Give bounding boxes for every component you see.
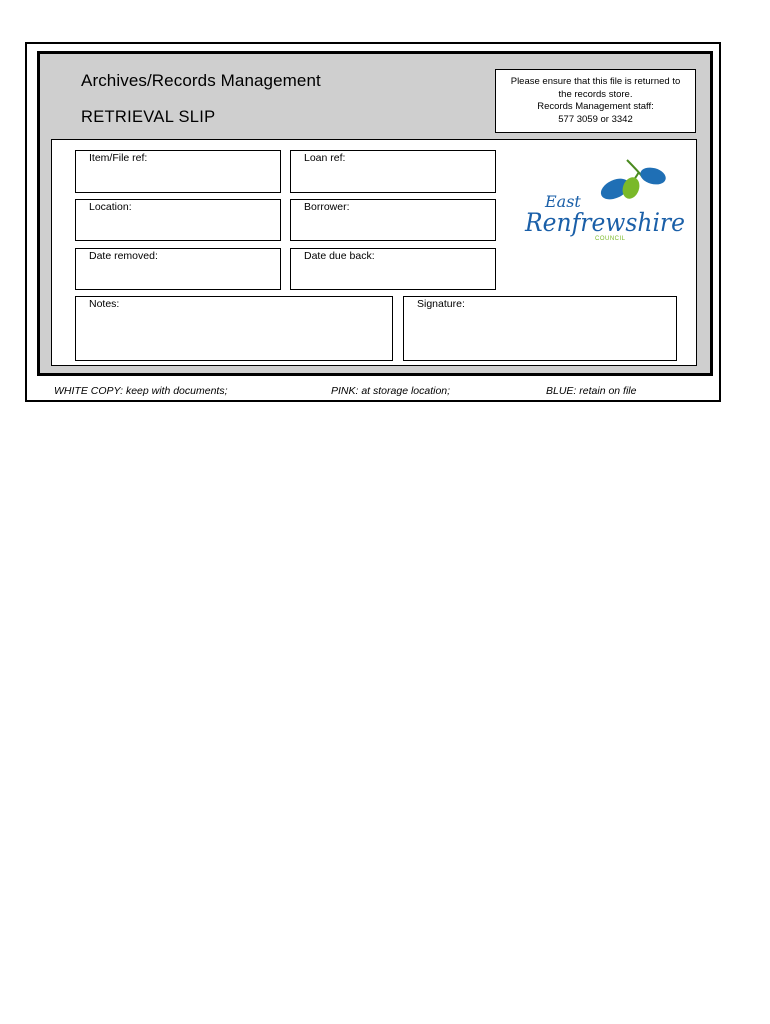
signature-field[interactable] [403, 296, 677, 361]
retrieval-slip [25, 42, 721, 402]
form-area [51, 139, 697, 366]
item-file-ref-label: Item/File ref: [89, 152, 148, 164]
notice-line: Please ensure that this file is returned to [510, 76, 681, 87]
slip-header-panel [37, 51, 713, 376]
loan-ref-field[interactable] [290, 150, 496, 193]
logo-text-council: COUNCIL [595, 236, 626, 242]
east-renfrewshire-council-logo [515, 152, 695, 247]
logo-text-east: East [545, 192, 581, 211]
location-field[interactable] [75, 199, 281, 241]
footer-pink-copy: PINK: at storage location; [331, 385, 451, 397]
notice-line: Records Management staff: [537, 101, 654, 112]
footer-blue-copy: BLUE: retain on file [546, 385, 637, 397]
date-due-back-label: Date due back: [304, 250, 375, 262]
loan-ref-label: Loan ref: [304, 152, 346, 164]
notes-field[interactable] [75, 296, 393, 361]
item-file-ref-field[interactable] [75, 150, 281, 193]
signature-label: Signature: [417, 298, 465, 310]
borrower-label: Borrower: [304, 201, 350, 213]
notice-line: the records store. [558, 88, 633, 100]
notice-line: 577 3059 or 3342 [558, 113, 633, 125]
footer-white-copy: WHITE COPY: keep with documents; [54, 385, 228, 397]
date-removed-label: Date removed: [89, 250, 158, 262]
notes-label: Notes: [89, 298, 120, 310]
date-removed-field[interactable] [75, 248, 281, 290]
logo-leaf-green [620, 175, 643, 201]
date-due-back-field[interactable] [290, 248, 496, 290]
logo-leaf-blue-small [638, 165, 667, 187]
logo-text-renfrewshire: Renfrewshire [524, 208, 685, 237]
slip-title: Archives/Records Management [81, 71, 321, 90]
slip-subtitle: RETRIEVAL SLIP [81, 108, 216, 126]
borrower-field[interactable] [290, 199, 496, 241]
location-label: Location: [89, 201, 132, 213]
return-notice-box [495, 69, 696, 133]
